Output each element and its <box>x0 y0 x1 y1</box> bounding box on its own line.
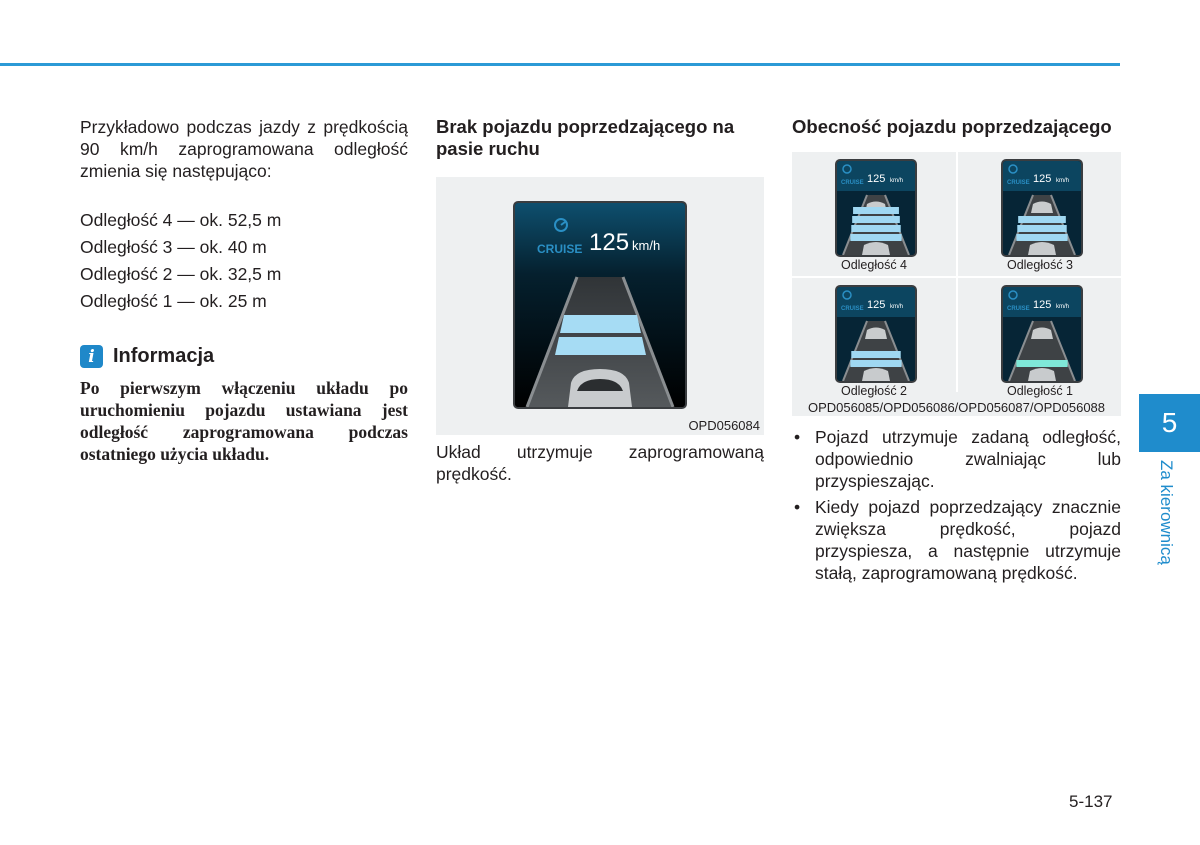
display-unit: km/h <box>1056 178 1070 184</box>
own-car-icon <box>568 369 632 407</box>
distance-bar <box>555 337 646 355</box>
section-heading-no-vehicle: Brak pojazdu poprzedzającego na pasie ruchu <box>436 116 735 159</box>
distance-bar <box>851 225 900 232</box>
distance-bar <box>1016 360 1067 367</box>
cluster-display-small <box>835 285 917 383</box>
distance-bar <box>850 234 901 241</box>
cruise-label: CRUISE <box>841 306 864 312</box>
distance-bar <box>1017 225 1066 232</box>
cruise-label: CRUISE <box>841 180 864 186</box>
display-unit: km/h <box>890 178 904 184</box>
section-heading-vehicle-ahead: Obecność pojazdu poprzedzającego <box>792 116 1112 137</box>
display-speed: 125 <box>1033 173 1052 185</box>
info-header <box>80 345 408 368</box>
distance-cell <box>792 278 956 402</box>
distance-label: Odległość 3 <box>1006 258 1073 272</box>
distance-label: Odległość 1 <box>1006 384 1073 398</box>
distance-bar <box>1018 216 1066 223</box>
display-speed: 125 <box>867 173 886 185</box>
distance-list <box>80 207 408 315</box>
bullet-item: • Pojazd utrzymuje zadaną odległość, odpowiednio zwalniając lub przyspieszając. <box>792 426 1121 492</box>
distance-cell <box>792 152 956 276</box>
distance-cell <box>958 152 1122 276</box>
cluster-graphic <box>515 203 685 407</box>
distance-cell <box>958 278 1122 402</box>
cruise-label: CRUISE <box>537 242 583 256</box>
distance-item: Odległość 3 — ok. 40 m <box>80 237 267 257</box>
distance-item: Odległość 4 — ok. 52,5 m <box>80 210 282 230</box>
bullet-list <box>792 426 1121 588</box>
chapter-title-text: Za kierownicą <box>1157 460 1176 565</box>
column-left <box>80 116 408 465</box>
display-unit: km/h <box>632 238 661 253</box>
figure-caption-text <box>436 441 764 485</box>
info-text: Po pierwszym włączeniu układu po uruchomieniu pojazdu ustawiana jest odległość zaprogramowana podczas ostatniego użycia układu. <box>80 378 408 464</box>
cluster-display-small <box>1001 159 1083 257</box>
figure-code: OPD056084 <box>688 418 760 433</box>
figure-code: OPD056085/OPD056086/OPD056087/OPD056088 <box>807 400 1106 415</box>
distance-figure-grid <box>792 152 1121 416</box>
cruise-label: CRUISE <box>1007 306 1030 312</box>
display-unit: km/h <box>890 304 904 310</box>
distance-bar <box>853 207 899 214</box>
cluster-display <box>513 201 687 409</box>
distance-item: Odległość 2 — ok. 32,5 m <box>80 264 282 284</box>
figure-no-vehicle <box>436 177 764 435</box>
cruise-label: CRUISE <box>1007 180 1030 186</box>
display-speed: 125 <box>589 229 630 256</box>
bullet-item: • Kiedy pojazd poprzedzający znacznie zwiększa prędkość, pojazd przyspiesza, a następnie utrzymuje stałą, zaprogramowaną prędkość. <box>792 496 1121 584</box>
display-speed: 125 <box>1033 299 1052 311</box>
display-unit: km/h <box>1056 304 1070 310</box>
no-vehicle-text: Układ utrzymuje zaprogramowaną prędkość. <box>436 442 764 484</box>
distance-bar <box>850 360 901 367</box>
column-right <box>792 116 1121 583</box>
distance-item: Odległość 1 — ok. 25 m <box>80 291 267 311</box>
distance-label: Odległość 4 <box>840 258 907 272</box>
distance-label: Odległość 2 <box>840 384 907 398</box>
cluster-display-small <box>835 159 917 257</box>
top-rule <box>0 63 1120 66</box>
column-middle <box>436 116 764 484</box>
info-title: Informacja <box>113 345 215 367</box>
distance-bar <box>1016 234 1067 241</box>
distance-bar <box>560 315 641 333</box>
distance-bar <box>852 216 900 223</box>
intro-paragraph: Przykładowo podczas jazdy z prędkością 90 km/h zaprogramowana odległość zmienia się następująco: <box>80 117 408 181</box>
cluster-display-small <box>1001 285 1083 383</box>
page-number: 5-137 <box>1069 792 1113 811</box>
info-icon: i <box>80 345 103 368</box>
chapter-title <box>1154 460 1178 590</box>
display-speed: 125 <box>867 299 886 311</box>
chapter-tab: 5 <box>1139 394 1200 452</box>
distance-bar <box>851 351 900 358</box>
